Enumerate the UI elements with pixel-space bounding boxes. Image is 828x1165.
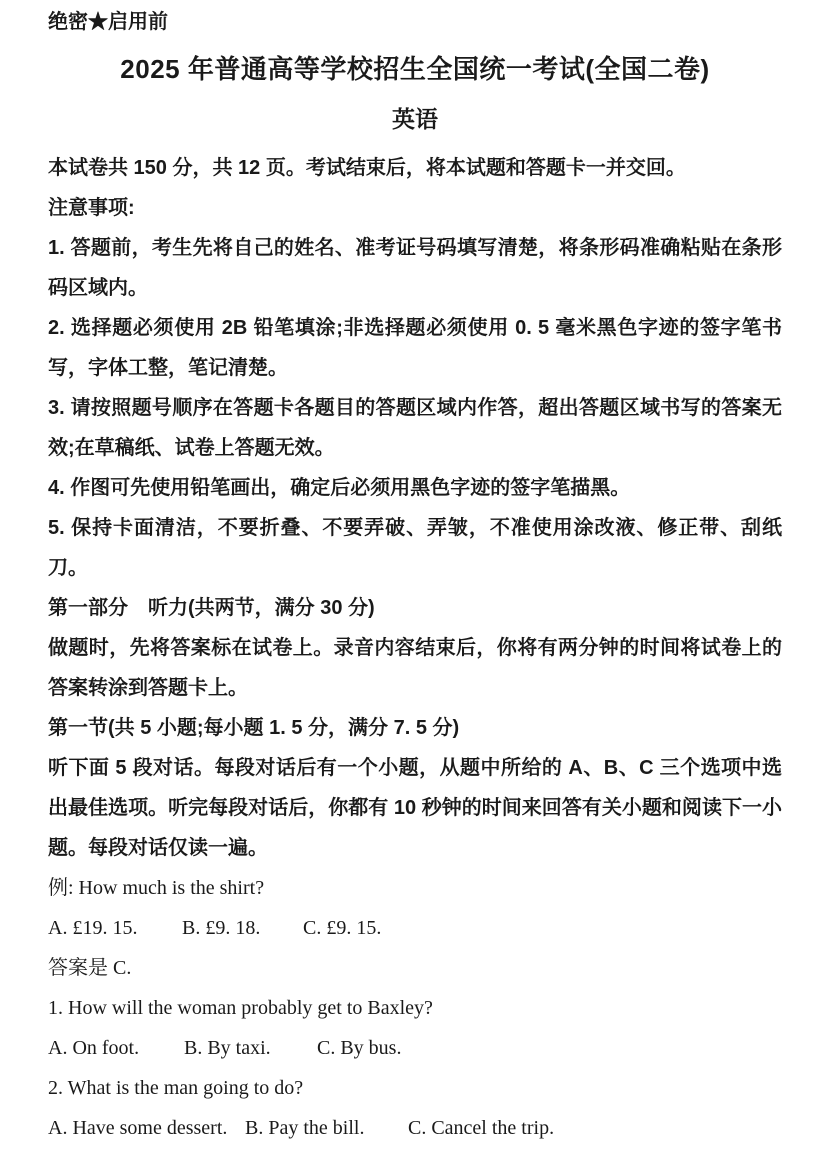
exam-title: 2025 年普通高等学校招生全国统一考试(全国二卷): [120, 54, 710, 84]
note-item-4: 4. 作图可先使用铅笔画出，确定后必须用黑色字迹的签字笔描黑。: [48, 477, 631, 499]
example-option-c: C. £9. 15.: [303, 917, 382, 939]
notes-heading: 注意事项:: [48, 197, 135, 219]
question-1-option-c: C. By bus.: [317, 1037, 402, 1059]
note-item-2: 2. 选择题必须使用 2B 铅笔填涂;非选择题必须使用 0. 5 毫米黑色字迹的签字笔书写，字体工整，笔记清楚。: [48, 317, 782, 379]
example-question-prompt: 例: How much is the shirt?: [48, 877, 265, 899]
question-1-option-a: A. On foot.: [48, 1037, 140, 1059]
exam-body: [48, 148, 782, 1148]
question-2-option-a: A. Have some dessert.: [48, 1117, 228, 1139]
part1-heading: 第一部分 听力(共两节，满分 30 分): [48, 597, 375, 619]
example-option-a: A. £19. 15.: [48, 917, 138, 939]
question-2-option-b: B. Pay the bill.: [245, 1117, 365, 1139]
subject-title: 英语: [392, 106, 438, 132]
section1-instructions: 听下面 5 段对话。每段对话后有一个小题，从题中所给的 A、B、C 三个选项中选出最佳选项。听完每段对话后，你都有 10 秒钟的时间来回答有关小题和阅读下一小题。每段对话仅读一遍。: [48, 757, 782, 859]
question-2-option-c: C. Cancel the trip.: [408, 1117, 555, 1139]
security-classification-label: 绝密★启用前: [48, 11, 168, 33]
example-options-row: [48, 908, 782, 948]
part1-instructions: 做题时，先将答案标在试卷上。录音内容结束后，你将有两分钟的时间将试卷上的答案转涂到答题卡上。: [48, 637, 782, 699]
question-2-options-row: [48, 1108, 782, 1148]
note-item-5: 5. 保持卡面清洁，不要折叠、不要弄破、弄皱，不准使用涂改液、修正带、刮纸刀。: [48, 517, 782, 579]
question-2-prompt: 2. What is the man going to do?: [48, 1077, 304, 1099]
question-1-prompt: 1. How will the woman probably get to Baxley?: [48, 997, 433, 1019]
note-item-1: 1. 答题前，考生先将自己的姓名、准考证号码填写清楚，将条形码准确粘贴在条形码区域内。: [48, 237, 782, 299]
note-item-3: 3. 请按照题号顺序在答题卡各题目的答题区域内作答，超出答题区域书写的答案无效;在草稿纸、试卷上答题无效。: [48, 397, 782, 459]
question-1-option-b: B. By taxi.: [184, 1037, 271, 1059]
question-1-options-row: [48, 1028, 782, 1068]
example-option-b: B. £9. 18.: [182, 917, 261, 939]
paper-intro: 本试卷共 150 分，共 12 页。考试结束后，将本试题和答题卡一并交回。: [48, 157, 686, 179]
section1-heading: 第一节(共 5 小题;每小题 1. 5 分，满分 7. 5 分): [48, 717, 460, 739]
example-answer: 答案是 C.: [48, 957, 132, 979]
